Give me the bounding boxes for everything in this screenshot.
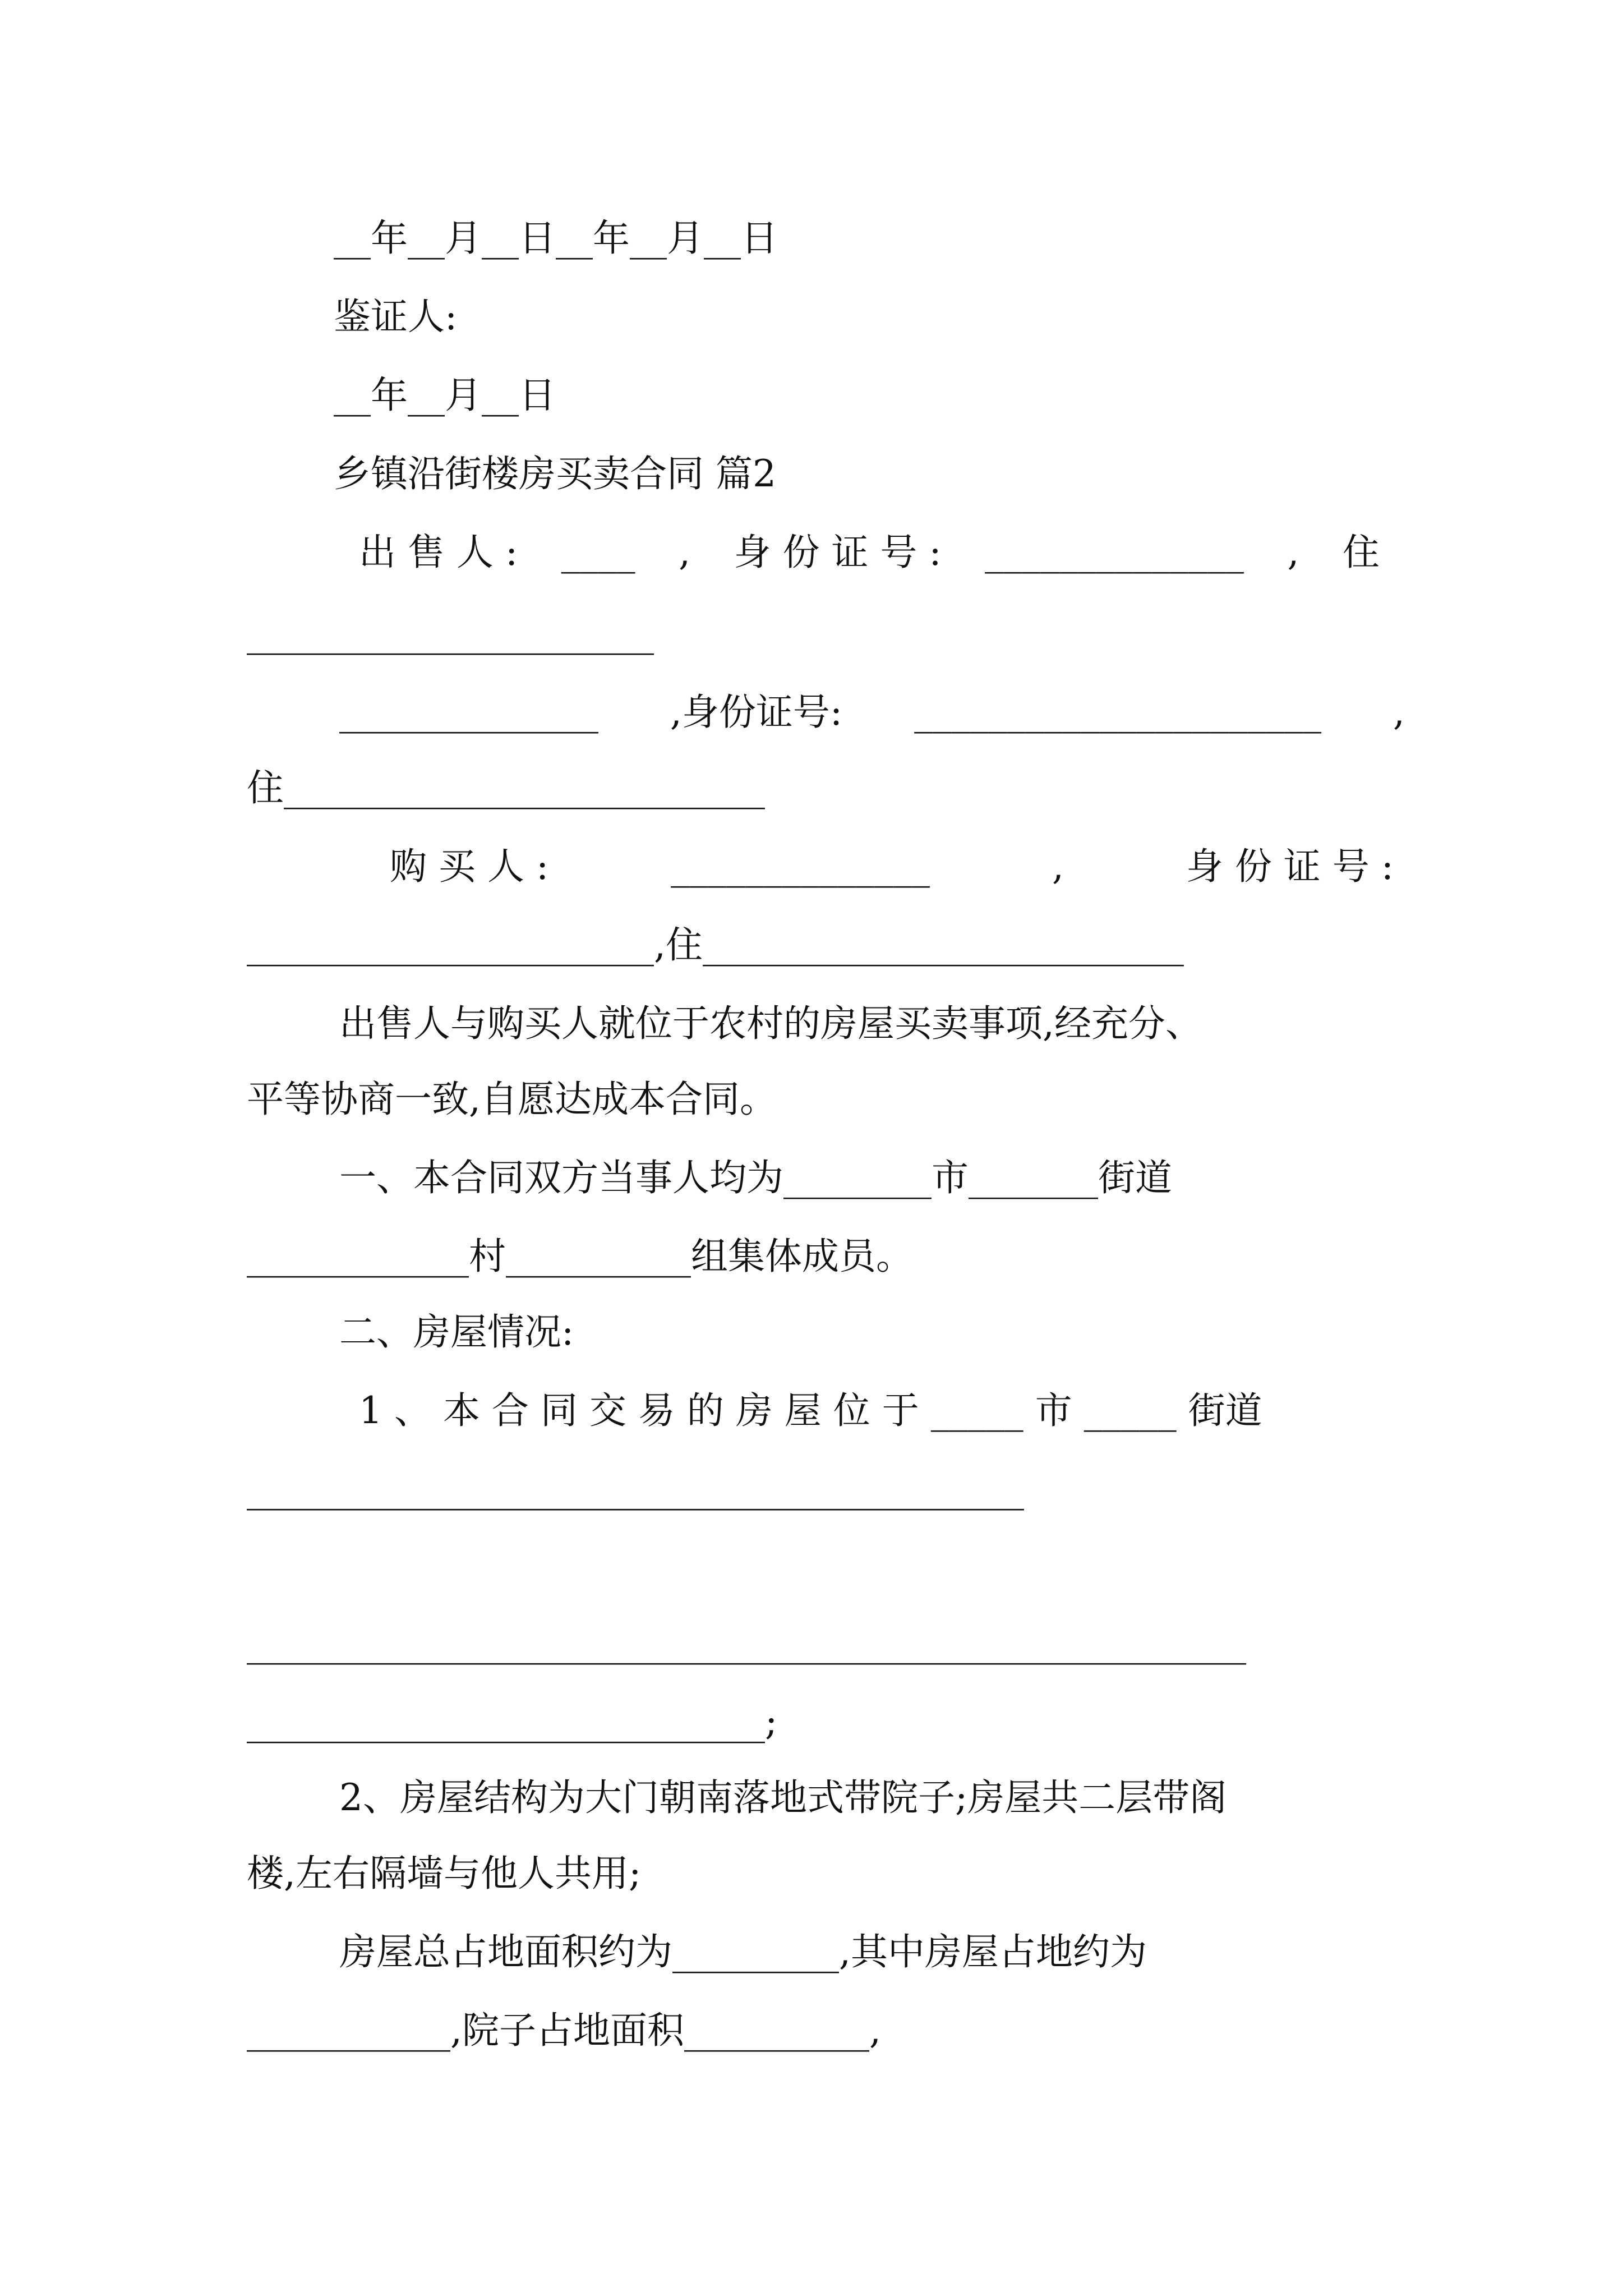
- seller-line: [359, 527, 1380, 578]
- second-person-comma: ,: [1393, 691, 1405, 734]
- buyer-line: [390, 841, 1394, 892]
- clause-2-item-1-blank-1: __________________________________________: [247, 1467, 1024, 1511]
- seller-label: 出 售 人 :: [359, 531, 518, 574]
- seller-address-blank: ______________________: [247, 612, 654, 655]
- second-person-address: 住__________________________: [247, 766, 765, 809]
- date-line-single: __年__月__日: [334, 374, 556, 417]
- second-person-id-label: ,身份证号:: [670, 691, 843, 734]
- second-person-name-blank: ______________: [339, 691, 598, 734]
- section-title: 乡镇沿街楼房买卖合同 篇2: [334, 452, 776, 495]
- clause-1-line-2: ____________村__________组集体成员。: [247, 1235, 913, 1278]
- buyer-id-label: 身 份 证 号 :: [1186, 845, 1394, 888]
- seller-id-label: 身 份 证 号 :: [734, 531, 942, 574]
- witness-label: 鉴证人:: [334, 295, 458, 338]
- clause-2-title: 二、房屋情况:: [339, 1310, 574, 1354]
- clause-2-item-1-blank-2: ______________________________________________________: [247, 1622, 1246, 1665]
- second-person-line: [339, 687, 1405, 738]
- buyer-name-blank: ______________: [671, 845, 930, 888]
- seller-id-blank: ______________: [985, 531, 1244, 574]
- seller-name-blank: ____: [561, 531, 635, 574]
- clause-2-item-1-blank-3: ____________________________;: [247, 1700, 778, 1743]
- area-line-2: ___________,院子占地面积__________,: [247, 2009, 881, 2052]
- clause-2-item-2-line-2: 楼,左右隔墙与他人共用;: [247, 1852, 642, 1895]
- buyer-label: 购 买 人 :: [390, 845, 549, 888]
- seller-comma-2: ,: [1287, 531, 1299, 574]
- intro-paragraph-line-1: 出售人与购买人就位于农村的房屋买卖事项,经充分、: [339, 1002, 1202, 1045]
- clause-2-item-2-line-1: 2、房屋结构为大门朝南落地式带院子;房屋共二层带阁: [339, 1776, 1227, 1819]
- seller-comma: ,: [679, 531, 691, 574]
- date-line-pair: __年__月__日__年__月__日: [334, 217, 778, 260]
- clause-2-item-1: 1 、 本 合 同 交 易 的 房 屋 位 于 _____ 市 _____ 街道: [359, 1389, 1262, 1432]
- buyer-comma: ,: [1052, 845, 1064, 888]
- clause-1-line-1: 一、本合同双方当事人均为________市_______街道: [339, 1156, 1172, 1199]
- buyer-line-2: ______________________,住__________________________: [247, 923, 1184, 967]
- seller-address-label: 住: [1342, 531, 1380, 574]
- intro-paragraph-line-2: 平等协商一致,自愿达成本合同。: [247, 1078, 777, 1121]
- area-line-1: 房屋总占地面积约为_________,其中房屋占地约为: [339, 1930, 1147, 1973]
- second-person-id-blank: ______________________: [914, 691, 1322, 734]
